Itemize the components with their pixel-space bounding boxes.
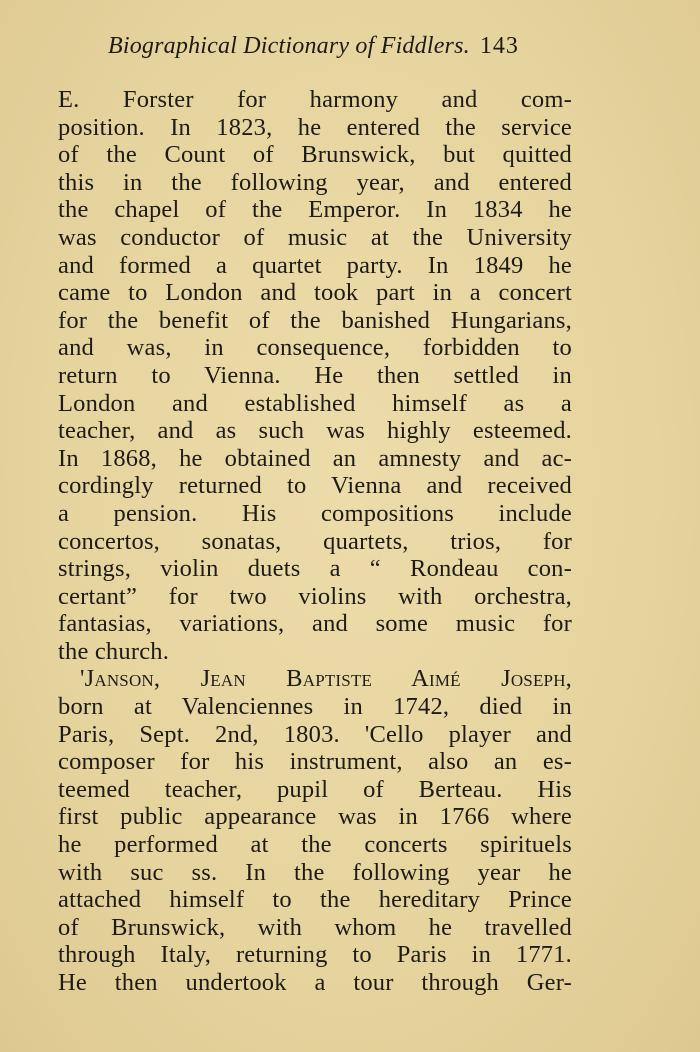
text-line: Paris, Sept. 2nd, 1803. 'Cello player and [58, 720, 572, 748]
text-line: In 1868, he obtained an amnesty and ac- [58, 444, 572, 472]
text-line: and was, in consequence, forbidden to [58, 334, 572, 362]
running-title: Biographical Dictionary of Fiddlers. [108, 33, 470, 59]
text-line: strings, violin duets a “ Rondeau con- [58, 555, 572, 583]
text-line: concertos, sonatas, quartets, trios, for [58, 527, 572, 555]
text-line: teemed teacher, pupil of Berteau. His [58, 775, 572, 803]
text-line: fantasias, variations, and some music for [58, 610, 572, 638]
text-line: a pension. His compositions include [58, 499, 572, 527]
text-line: cordingly returned to Vienna and received [58, 472, 572, 500]
text-line: for the benefit of the banished Hungarians, [58, 306, 572, 334]
text-line: position. In 1823, he entered the service [58, 113, 572, 141]
text-line: this in the following year, and entered [58, 168, 572, 196]
text-line: teacher, and as such was highly esteemed. [58, 417, 572, 445]
text-line: with suc ss. In the following year he [58, 858, 572, 886]
text-line: and formed a quartet party. In 1849 he [58, 251, 572, 279]
text-line: He then undertook a tour through Ger- [58, 969, 572, 996]
text-line: attached himself to the hereditary Prince [58, 886, 572, 914]
text-line: certant” for two violins with orchestra, [58, 582, 572, 610]
text-line: first public appearance was in 1766 where [58, 803, 572, 831]
text-line: E. Forster for harmony and com- [58, 86, 572, 113]
text-line: return to Vienna. He then settled in [58, 361, 572, 389]
text-line: London and established himself as a [58, 389, 572, 417]
text-line: born at Valenciennes in 1742, died in [58, 693, 572, 721]
text-line: of Brunswick, with whom he travelled [58, 913, 572, 941]
text-line: was conductor of music at the University [58, 223, 572, 251]
entry-heading: 'Janson, Jean Baptiste Aimé Joseph, [80, 665, 572, 693]
body-text [58, 86, 572, 997]
text-line: through Italy, returning to Paris in 1771. [58, 941, 572, 969]
text-line: he performed at the concerts spirituels [58, 831, 572, 859]
text-line: the chapel of the Emperor. In 1834 he [58, 196, 572, 224]
text-line: of the Count of Brunswick, but quitted [58, 141, 572, 169]
running-head [108, 28, 578, 64]
page-number: 143 [479, 33, 519, 59]
text-line: composer for his instrument, also an es- [58, 748, 572, 776]
text-line: came to London and took part in a concert [58, 279, 572, 307]
text-line: the church. [58, 637, 170, 665]
